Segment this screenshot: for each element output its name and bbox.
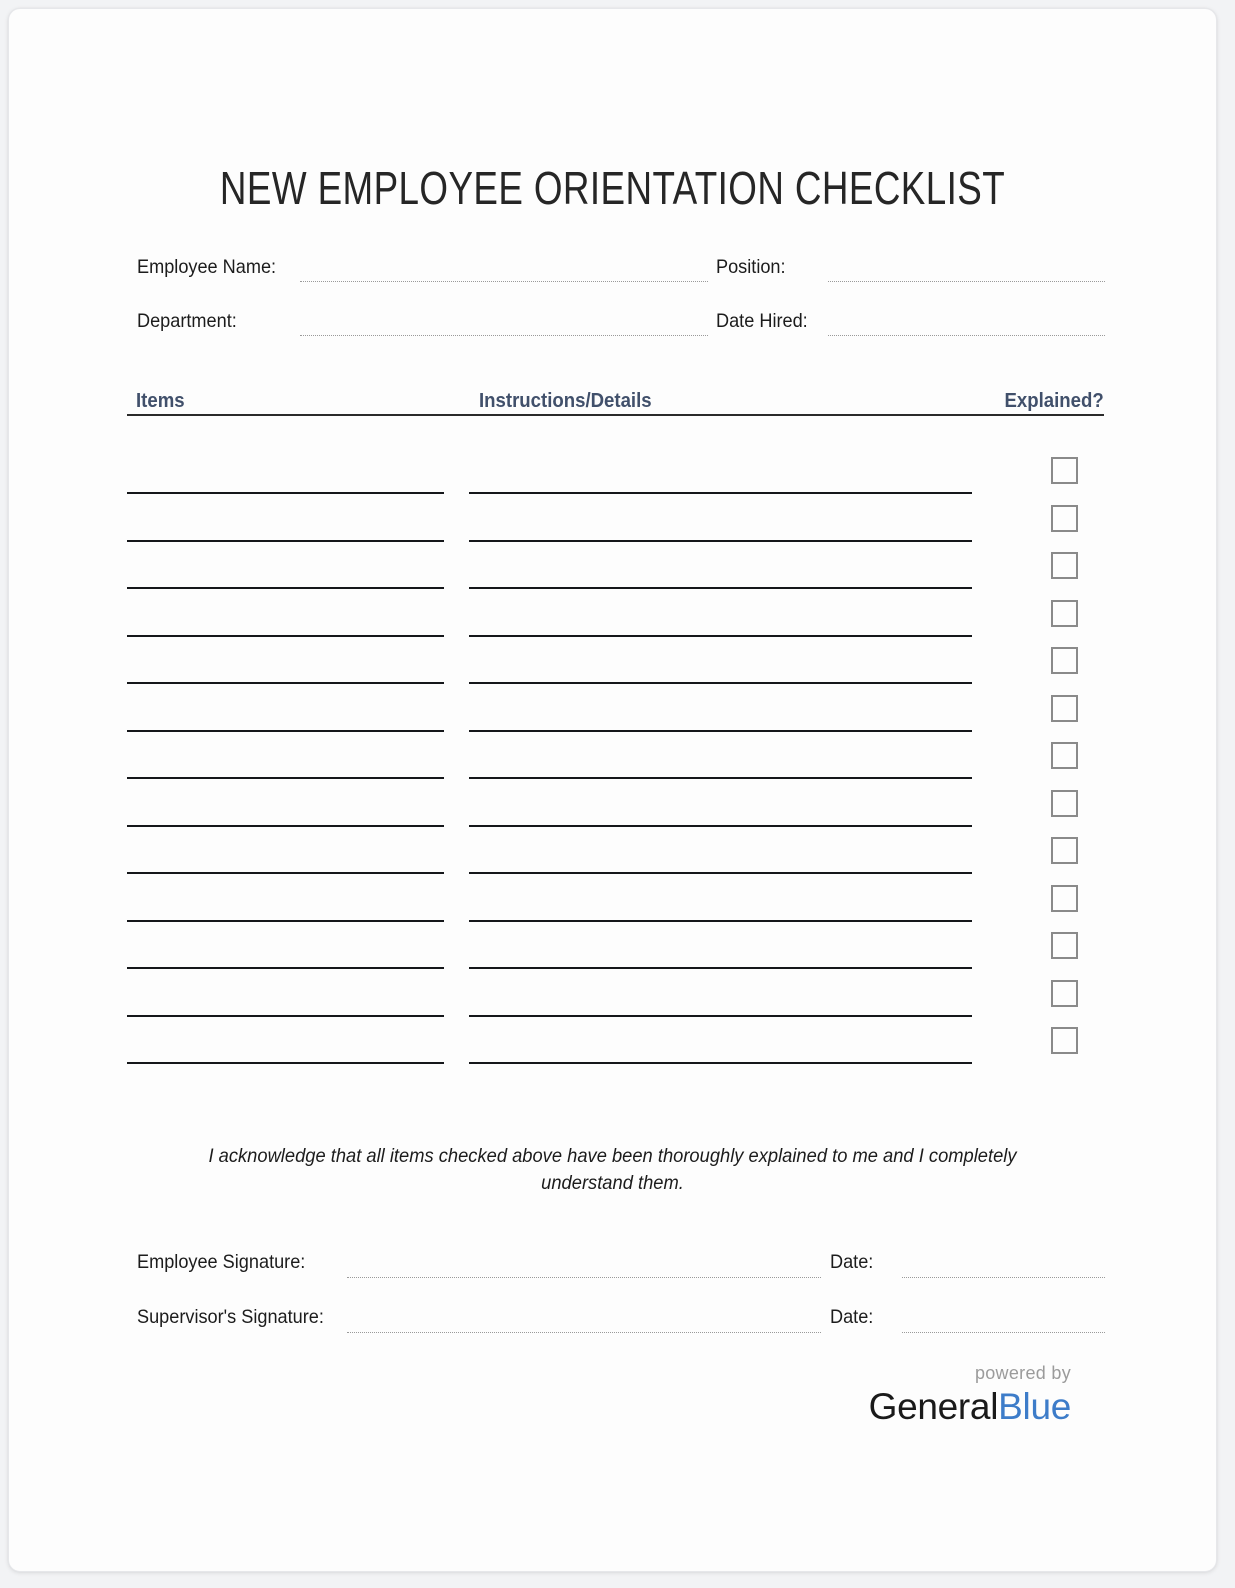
employee-date-label: Date:: [830, 1251, 874, 1273]
row-explained-checkbox[interactable]: [1051, 647, 1078, 674]
row-details-input[interactable]: [469, 967, 972, 969]
column-header-explained: Explained?: [1004, 390, 1104, 412]
page-title: NEW EMPLOYEE ORIENTATION CHECKLIST: [219, 162, 1006, 214]
row-item-input[interactable]: [127, 1062, 444, 1064]
row-item-input[interactable]: [127, 635, 444, 637]
brand-name-first: General: [868, 1386, 999, 1427]
position-input[interactable]: [828, 281, 1105, 282]
employee-name-input[interactable]: [300, 281, 708, 282]
row-item-input[interactable]: [127, 920, 444, 922]
row-details-input[interactable]: [469, 872, 972, 874]
row-details-input[interactable]: [469, 730, 972, 732]
row-item-input[interactable]: [127, 777, 444, 779]
supervisor-date-label: Date:: [830, 1306, 874, 1328]
row-details-input[interactable]: [469, 920, 972, 922]
row-explained-checkbox[interactable]: [1051, 1027, 1078, 1054]
powered-by-label: powered by: [974, 1363, 1071, 1383]
row-details-input[interactable]: [469, 540, 972, 542]
row-item-input[interactable]: [127, 967, 444, 969]
date-hired-label: Date Hired:: [716, 310, 808, 332]
row-details-input[interactable]: [469, 777, 972, 779]
row-details-input[interactable]: [469, 825, 972, 827]
table-header-divider: [127, 414, 1104, 416]
row-explained-checkbox[interactable]: [1051, 552, 1078, 579]
row-item-input[interactable]: [127, 730, 444, 732]
brand-name-second: Blue: [998, 1386, 1071, 1427]
row-details-input[interactable]: [469, 1015, 972, 1017]
generalblue-logo: [869, 1386, 1071, 1428]
row-details-input[interactable]: [469, 1062, 972, 1064]
row-details-input[interactable]: [469, 682, 972, 684]
department-label: Department:: [137, 310, 237, 332]
department-input[interactable]: [300, 335, 708, 336]
row-item-input[interactable]: [127, 682, 444, 684]
column-header-instructions: Instructions/Details: [479, 390, 652, 412]
row-explained-checkbox[interactable]: [1051, 695, 1078, 722]
supervisor-signature-input[interactable]: [347, 1332, 821, 1333]
row-details-input[interactable]: [469, 635, 972, 637]
row-explained-checkbox[interactable]: [1051, 457, 1078, 484]
employee-signature-label: Employee Signature:: [137, 1251, 306, 1273]
row-item-input[interactable]: [127, 492, 444, 494]
supervisor-signature-label: Supervisor's Signature:: [137, 1306, 324, 1328]
employee-date-input[interactable]: [902, 1277, 1105, 1278]
date-hired-input[interactable]: [828, 335, 1105, 336]
employee-signature-input[interactable]: [347, 1277, 821, 1278]
row-explained-checkbox[interactable]: [1051, 790, 1078, 817]
row-explained-checkbox[interactable]: [1051, 837, 1078, 864]
row-explained-checkbox[interactable]: [1051, 932, 1078, 959]
row-item-input[interactable]: [127, 587, 444, 589]
row-item-input[interactable]: [127, 872, 444, 874]
supervisor-date-input[interactable]: [902, 1332, 1105, 1333]
row-details-input[interactable]: [469, 587, 972, 589]
row-explained-checkbox[interactable]: [1051, 742, 1078, 769]
acknowledgment-text: I acknowledge that all items checked above have been thoroughly explained to me and I completely understand them.: [208, 1145, 1017, 1194]
row-explained-checkbox[interactable]: [1051, 505, 1078, 532]
column-header-items: Items: [136, 390, 185, 412]
row-details-input[interactable]: [469, 492, 972, 494]
position-label: Position:: [716, 256, 786, 278]
row-explained-checkbox[interactable]: [1051, 980, 1078, 1007]
row-explained-checkbox[interactable]: [1051, 600, 1078, 627]
row-item-input[interactable]: [127, 540, 444, 542]
employee-name-label: Employee Name:: [137, 256, 277, 278]
document-page: [8, 8, 1217, 1572]
row-explained-checkbox[interactable]: [1051, 885, 1078, 912]
row-item-input[interactable]: [127, 825, 444, 827]
row-item-input[interactable]: [127, 1015, 444, 1017]
